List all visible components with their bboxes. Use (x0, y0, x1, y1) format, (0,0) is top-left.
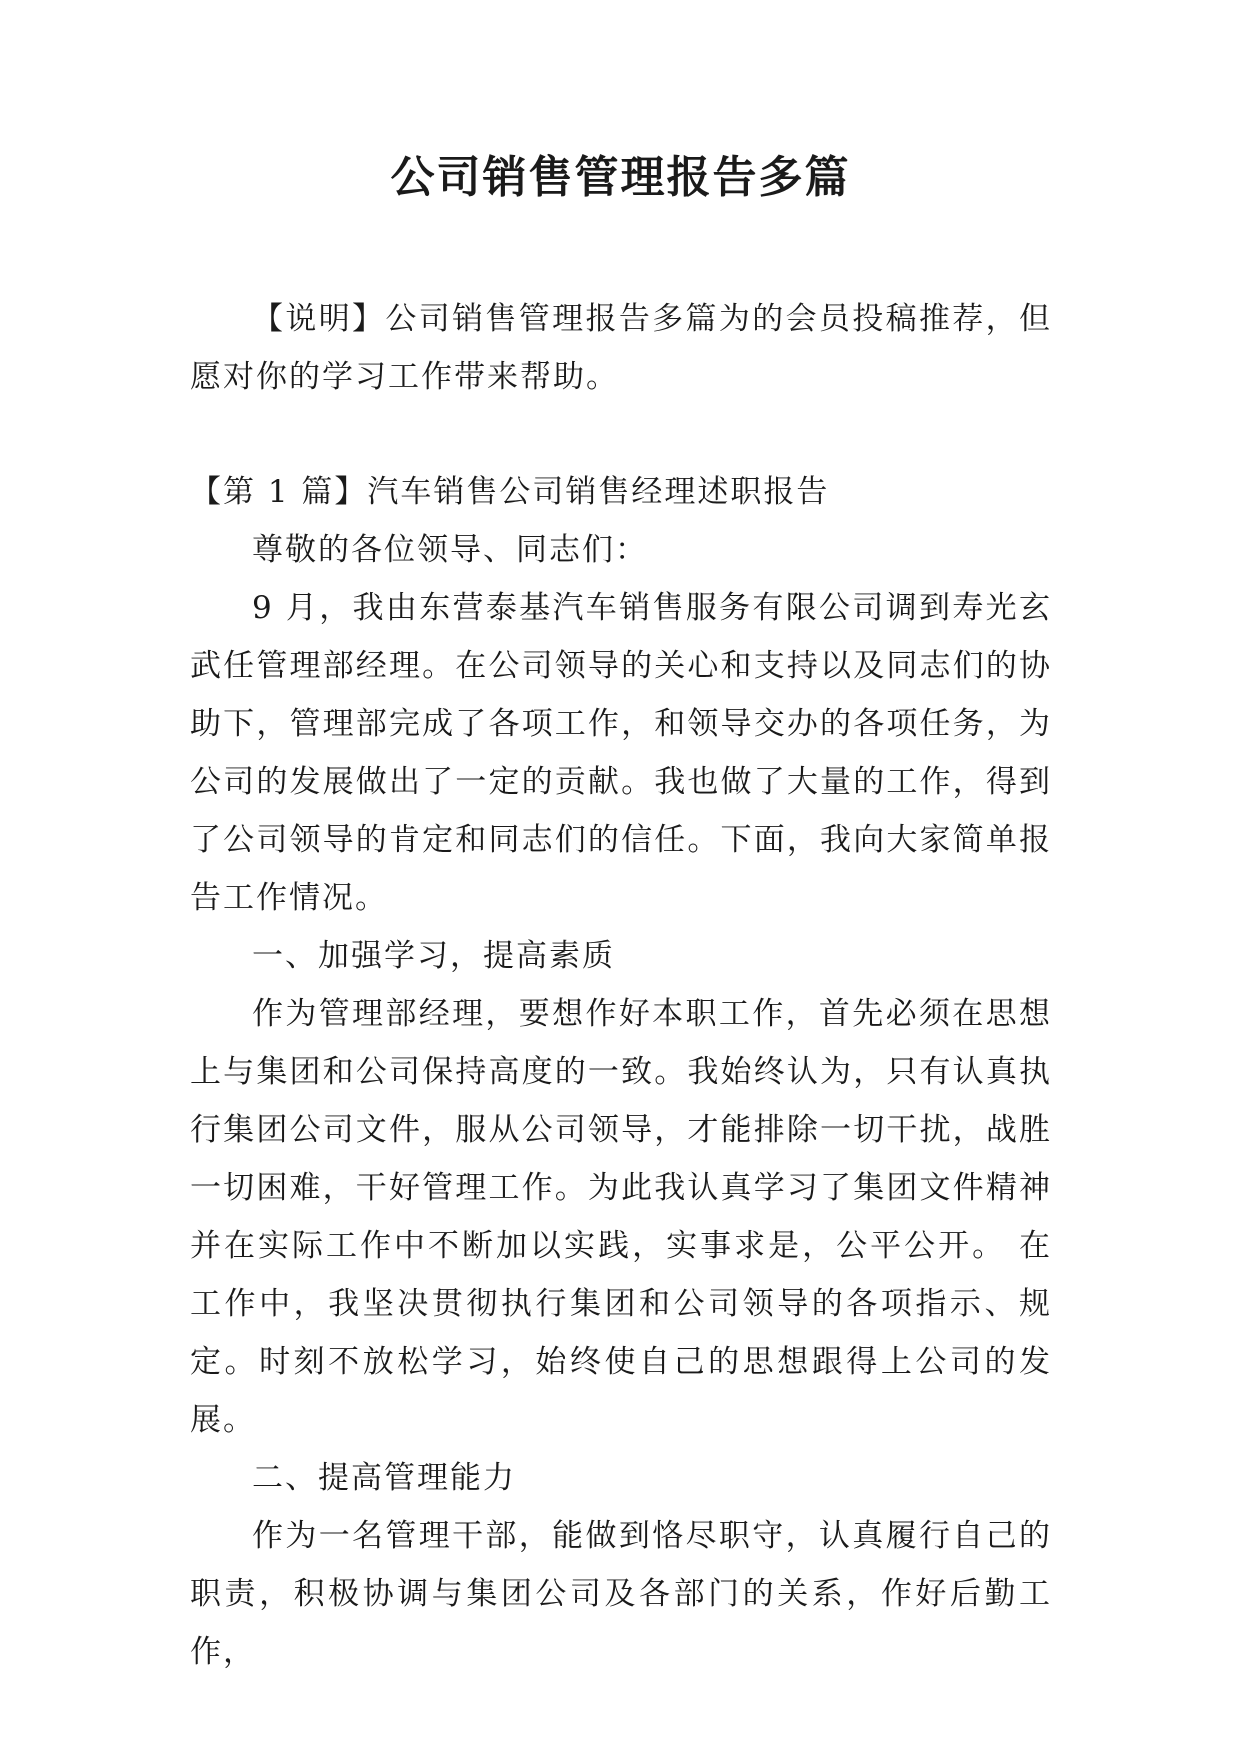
subheading: 二、提高管理能力 (252, 1460, 516, 1496)
paragraph-gap (190, 406, 1052, 463)
document-body (190, 290, 1052, 1681)
section-heading: 【第 1 篇】汽车销售公司销售经理述职报告 (190, 474, 830, 510)
body-paragraph: 作为管理部经理，要想作好本职工作，首先必须在思想上与集团和公司保持高度的一致。我始终认为，只有认真执行集团公司文件，服从公司领导，才能排除一切干扰，战胜一切困难，干好管理工作。为此我认真学习了集团文件精神并在实际工作中不断加以实践，实事求是，公平公开。 在工作中，我坚决贯彻执行集团和公司领导的各项指示、规定。时刻不放松学习，始终使自己的思想跟得上公司的发展。 (190, 996, 1052, 1438)
salutation: 尊敬的各位领导、同志们： (252, 532, 648, 568)
intro-paragraph: 【说明】公司销售管理报告多篇为的会员投稿推荐，但愿对你的学习工作带来帮助。 (190, 301, 1052, 395)
subheading: 一、加强学习，提高素质 (252, 938, 615, 974)
body-paragraph: 9 月，我由东营泰基汽车销售服务有限公司调到寿光玄武任管理部经理。在公司领导的关心和支持以及同志们的协助下，管理部完成了各项工作，和领导交办的各项任务，为公司的发展做出了一定的贡献。我也做了大量的工作，得到了公司领导的肯定和同志们的信任。下面，我向大家简单报告工作情况。 (190, 590, 1052, 916)
body-paragraph: 作为一名管理干部，能做到恪尽职守，认真履行自己的职责，积极协调与集团公司及各部门的关系，作好后勤工作， (190, 1518, 1052, 1670)
document-title: 公司销售管理报告多篇 (390, 152, 851, 203)
